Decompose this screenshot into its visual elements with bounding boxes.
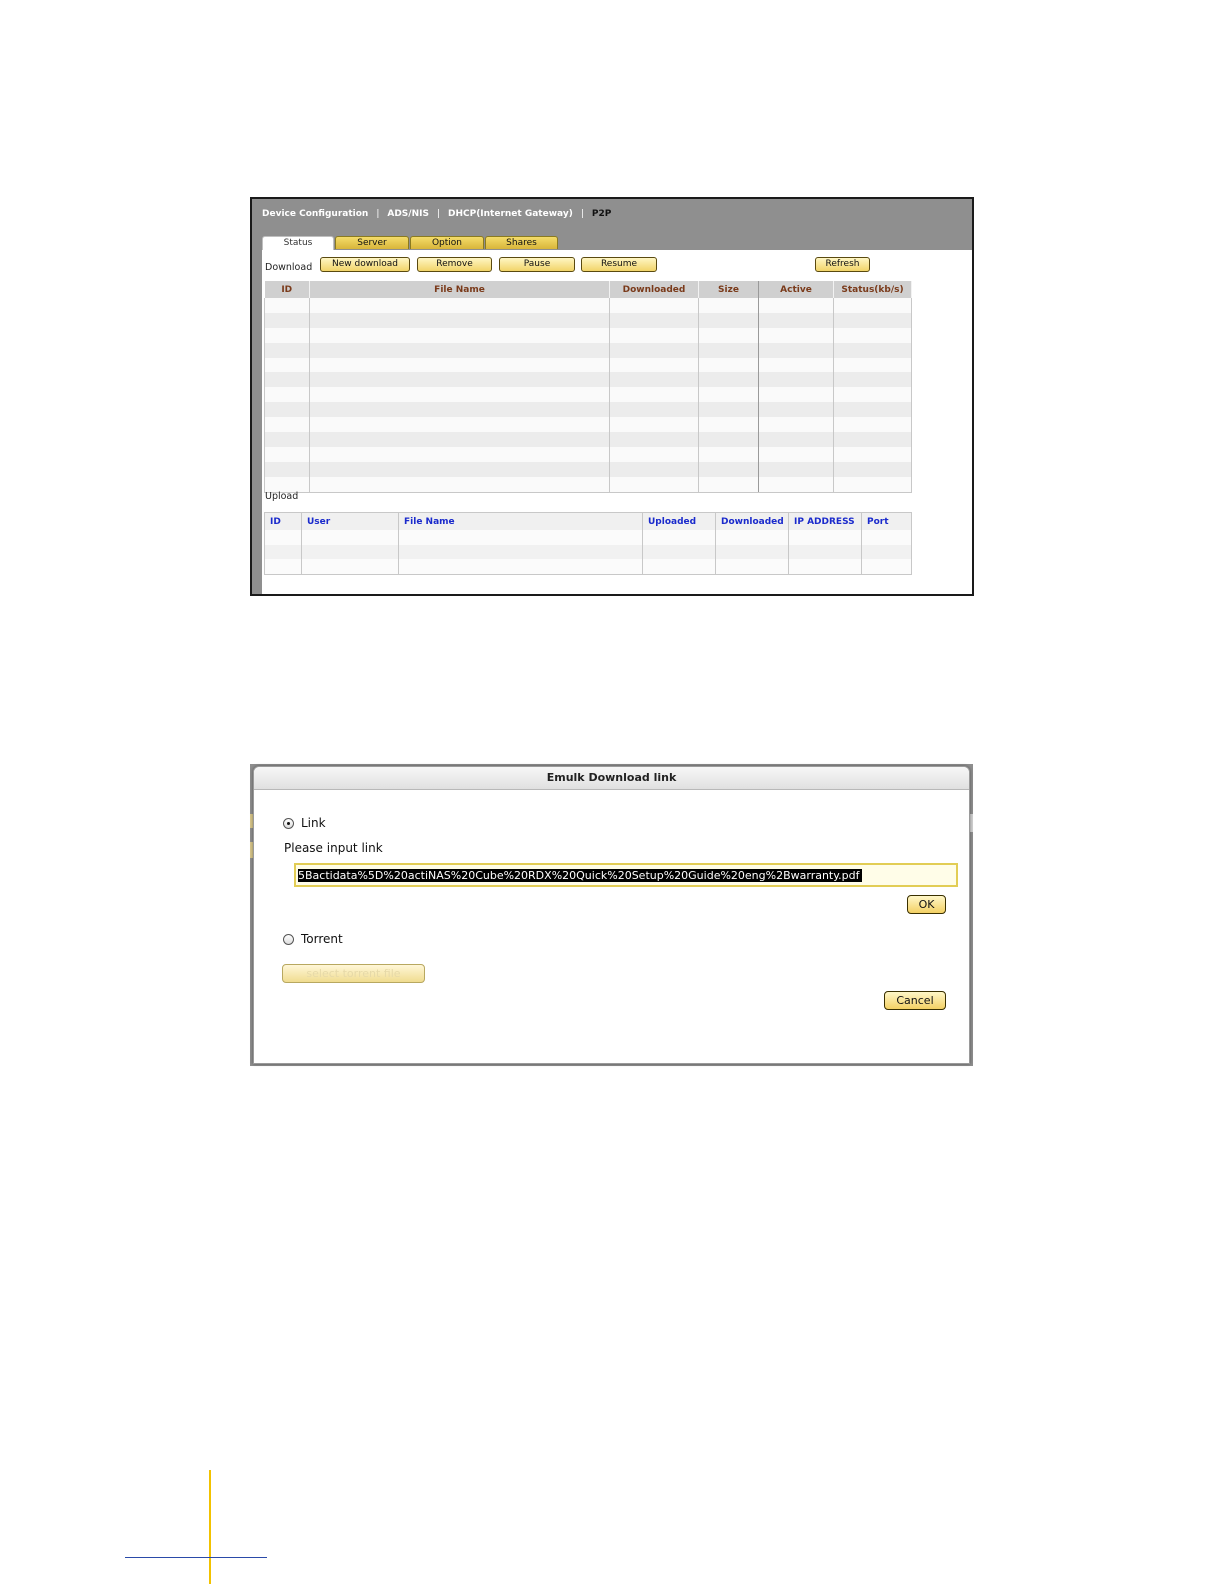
table-cell [610,343,699,358]
table-cell [610,313,699,328]
footnote-rule [125,1557,267,1558]
nav-separator: | [580,209,584,219]
cancel-button[interactable]: Cancel [884,991,946,1010]
table-cell [834,298,912,313]
table-cell [265,477,310,492]
table-cell [759,313,834,328]
ok-button[interactable]: OK [907,895,946,914]
table-cell [834,402,912,417]
table-cell [759,328,834,343]
table-cell [265,545,302,560]
resume-button[interactable]: Resume [581,257,657,272]
table-cell [310,477,610,492]
table-cell [265,387,310,402]
upload-label: Upload [265,491,299,502]
tab-option[interactable]: Option [410,236,484,249]
table-row[interactable] [265,530,912,545]
nav-dhcp[interactable]: DHCP(Internet Gateway) [447,209,573,219]
column-header-size[interactable]: Size [699,281,759,298]
table-cell [834,387,912,402]
table-cell [643,545,716,560]
table-cell [699,387,759,402]
table-cell [302,530,399,545]
table-cell [759,462,834,477]
tab-status[interactable]: Status [262,236,334,250]
table-cell [610,462,699,477]
table-cell [716,530,789,545]
table-cell [699,447,759,462]
table-row[interactable] [265,559,912,574]
table-cell [789,559,862,574]
table-cell [759,372,834,387]
table-cell [699,402,759,417]
table-cell [834,328,912,343]
table-cell [759,432,834,447]
table-cell [716,545,789,560]
upload-table [264,512,912,575]
column-header-status[interactable]: Status(kb/s) [834,281,912,298]
column-header-downloaded[interactable]: Downloaded [610,281,699,298]
table-cell [399,545,643,560]
table-cell [265,402,310,417]
table-cell [759,387,834,402]
link-input-value: 5Bactidata%5D%20actiNAS%20Cube%20RDX%20Quick%20Setup%20Guide%20eng%2Bwarranty.pdf [298,869,860,882]
table-cell [834,447,912,462]
table-cell [789,545,862,560]
table-cell [310,343,610,358]
table-cell [759,343,834,358]
table-cell [699,432,759,447]
table-row[interactable] [265,477,912,492]
nav-p2p[interactable]: P2P [591,209,612,219]
tab-server[interactable]: Server [335,236,409,249]
new-download-button[interactable]: New download [320,257,410,272]
refresh-button[interactable]: Refresh [815,257,870,272]
column-header-user[interactable]: User [302,513,399,531]
table-cell [610,358,699,373]
table-cell [265,328,310,343]
nav-separator: | [436,209,440,219]
column-header-file-name[interactable]: File Name [399,513,643,531]
page-margin-rule [209,1470,211,1584]
table-cell [834,358,912,373]
table-cell [265,462,310,477]
table-row[interactable] [265,545,912,560]
table-cell [310,387,610,402]
tab-shares[interactable]: Shares [485,236,558,249]
table-cell [643,559,716,574]
table-cell [610,477,699,492]
nav-separator: | [376,209,380,219]
download-link-window [250,764,973,1066]
table-cell [699,462,759,477]
table-cell [834,432,912,447]
table-cell [699,298,759,313]
table-cell [610,387,699,402]
table-cell [610,447,699,462]
background-page-strip [970,814,973,832]
column-header-uploaded[interactable]: Uploaded [643,513,716,531]
pause-button[interactable]: Pause [499,257,575,272]
table-cell [862,545,912,560]
upload-table-body [265,530,912,574]
table-cell [699,313,759,328]
column-header-id[interactable]: ID [265,281,310,298]
table-cell [265,343,310,358]
table-cell [716,559,789,574]
table-cell [610,328,699,343]
table-cell [310,402,610,417]
link-option-label[interactable]: Link [301,816,326,830]
column-header-file-name[interactable]: File Name [310,281,610,298]
column-header-downloaded[interactable]: Downloaded [716,513,789,531]
dialog-title: Emulk Download link [254,767,969,790]
table-row[interactable] [265,328,912,343]
table-cell [789,530,862,545]
table-cell [265,358,310,373]
table-row[interactable] [265,447,912,462]
table-cell [759,358,834,373]
table-cell [265,432,310,447]
column-header-port[interactable]: Port [862,513,912,531]
emulk-download-link-dialog [253,766,970,1064]
table-cell [310,298,610,313]
table-cell [265,530,302,545]
upload-table-header [265,513,912,531]
download-table [264,281,912,493]
table-cell [699,343,759,358]
table-cell [265,447,310,462]
link-input[interactable] [294,863,958,887]
table-row[interactable] [265,313,912,328]
table-cell [759,298,834,313]
table-cell [699,372,759,387]
table-cell [759,402,834,417]
table-cell [310,462,610,477]
column-header-ip-address[interactable]: IP ADDRESS [789,513,862,531]
table-cell [310,328,610,343]
table-row[interactable] [265,417,912,432]
table-cell [759,417,834,432]
table-cell [834,477,912,492]
table-cell [862,559,912,574]
table-cell [310,313,610,328]
download-table-header [265,281,912,298]
table-cell [610,402,699,417]
torrent-option-label[interactable]: Torrent [301,932,343,946]
table-cell [862,530,912,545]
torrent-radio[interactable] [283,934,294,945]
nav-ads-nis[interactable]: ADS/NIS [387,209,429,219]
table-cell [310,417,610,432]
table-row[interactable] [265,402,912,417]
remove-button[interactable]: Remove [417,257,492,272]
table-row[interactable] [265,298,912,313]
table-cell [834,462,912,477]
table-cell [310,447,610,462]
table-cell [265,313,310,328]
table-cell [834,372,912,387]
table-cell [834,343,912,358]
table-cell [610,417,699,432]
table-cell [310,432,610,447]
table-cell [834,313,912,328]
column-header-id[interactable]: ID [265,513,302,531]
p2p-status-window [250,197,974,596]
table-row[interactable] [265,358,912,373]
tab-bar [262,236,559,250]
nav-device-configuration[interactable]: Device Configuration [262,209,369,219]
select-torrent-file-button[interactable]: select torrent file [282,964,425,983]
table-cell [265,559,302,574]
table-cell [834,417,912,432]
table-cell [265,298,310,313]
table-cell [310,358,610,373]
table-cell [610,298,699,313]
table-row[interactable] [265,432,912,447]
table-cell [699,477,759,492]
table-cell [699,328,759,343]
table-cell [610,432,699,447]
table-cell [265,417,310,432]
table-cell [699,358,759,373]
table-cell [399,559,643,574]
table-row[interactable] [265,387,912,402]
download-label: Download [265,262,313,273]
link-radio[interactable] [283,818,294,829]
table-cell [302,545,399,560]
column-header-active[interactable]: Active [759,281,834,298]
table-cell [759,447,834,462]
table-cell [610,372,699,387]
table-cell [759,477,834,492]
table-row[interactable] [265,343,912,358]
table-cell [399,530,643,545]
status-content [262,250,972,594]
table-row[interactable] [265,372,912,387]
top-navigation [262,207,611,221]
table-cell [699,417,759,432]
link-prompt: Please input link [284,841,383,855]
table-cell [643,530,716,545]
table-cell [310,372,610,387]
download-table-body [265,298,912,492]
table-cell [302,559,399,574]
table-cell [265,372,310,387]
table-row[interactable] [265,462,912,477]
